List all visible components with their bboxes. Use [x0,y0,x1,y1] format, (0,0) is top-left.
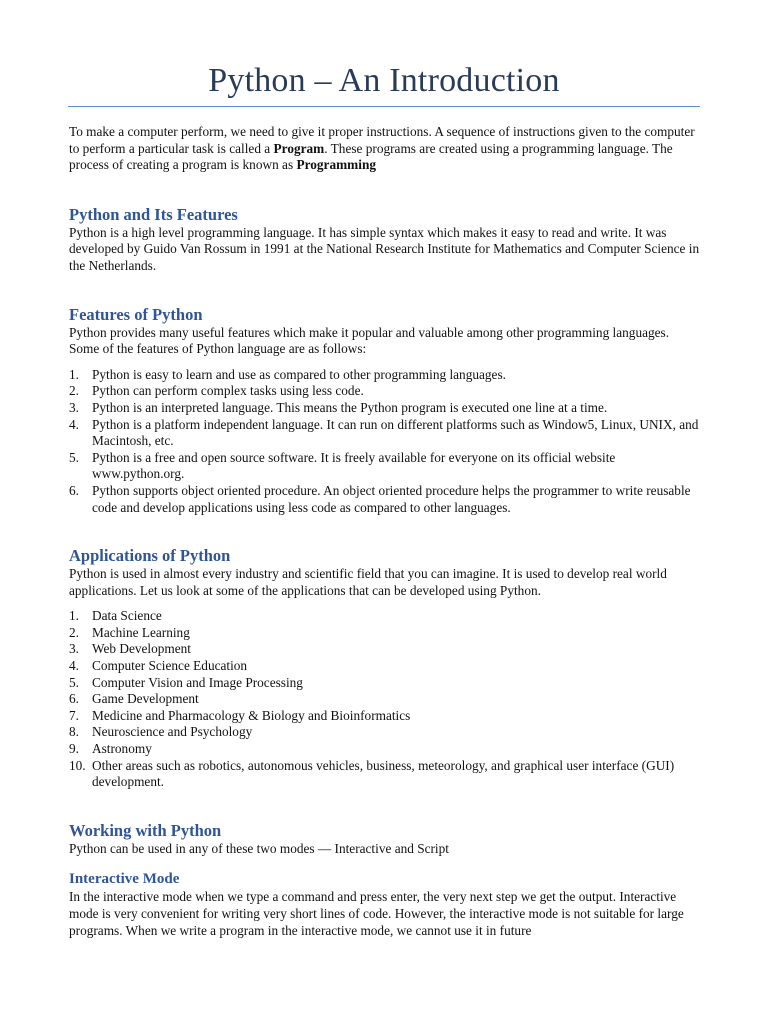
list-item-number: 9. [69,741,79,757]
features-paragraph: Python provides many useful features which make it popular and valuable among other programming languages. Some of the features of Python language are as follows: [69,324,670,357]
list-item-number: 8. [69,724,79,740]
heading-applications: Applications of Python [69,546,231,566]
list-item-number: 3. [69,399,79,415]
list-item [69,417,701,450]
list-item-number: 3. [69,641,79,657]
list-item-number: 2. [69,624,79,640]
applications-list [69,608,701,791]
list-item-text: Python is a platform independent language. It can run on different platforms such as Window5, Linux, UNIX, and Macintosh, etc. [92,416,699,449]
list-item [69,741,701,758]
list-item [69,383,701,400]
intro-bold-programming: Programming [296,157,376,173]
list-item [69,367,701,384]
heading-working-with-python: Working with Python [69,820,222,840]
list-item-number: 2. [69,383,79,399]
list-item-text: Other areas such as robotics, autonomous vehicles, business, meteorology, and graphical user interface (GUI) development. [92,757,675,790]
document-body [69,124,701,939]
list-item-text: Astronomy [92,741,152,757]
list-item-number: 6. [69,482,79,498]
intro-text-2: . These programs are created using a programming language. The process of creating a program is known as [69,140,673,173]
list-item-number: 5. [69,674,79,690]
list-item-text: Computer Vision and Image Processing [92,674,303,690]
features-intro-paragraph: Python is a high level programming language. It has simple syntax which makes it easy to read and write. It was developed by Guido Van Rossum in 1991 at the National Research Institute for Mathematics and Computer Science in the Netherlands. [69,224,700,273]
list-item [69,658,701,675]
list-item-number: 10. [69,757,86,773]
heading-interactive-mode: Interactive Mode [69,871,180,888]
list-item-number: 6. [69,691,79,707]
list-item-text: Machine Learning [92,624,190,640]
list-item-text: Web Development [92,641,191,657]
intro-bold-program: Program [273,140,325,156]
list-item-number: 5. [69,449,79,465]
page-title: Python – An Introduction [208,62,560,99]
list-item-text: Python is easy to learn and use as compared to other programming languages. [92,366,506,382]
heading-python-and-features: Python and Its Features [69,204,238,224]
list-item-text: Medicine and Pharmacology & Biology and Bioinformatics [92,707,411,723]
intro-paragraph [69,124,701,174]
list-item-text: Python supports object oriented procedure. An object oriented procedure helps the programmer to write reusable code and develop applications using less code as compared to other languages. [92,482,691,515]
list-item [69,691,701,708]
list-item [69,400,701,417]
list-item-text: Python is a free and open source software. It is freely available for everyone on its official website www.python.org. [92,449,616,482]
interactive-paragraph: In the interactive mode when we type a command and press enter, the very next step we get the output. Interactive mode is very convenient for writing very short lines of code. However, the interactive mode is not suitable for large programs. When we write a program in the interactive mode, we cannot use it in future [69,889,684,938]
list-item-number: 1. [69,608,79,624]
applications-paragraph: Python is used in almost every industry and scientific field that you can imagine. It is used to develop real world applications. Let us look at some of the applications that can be developed using Python. [69,566,667,598]
title-underline [68,106,700,107]
list-item [69,450,701,483]
list-item-text: Data Science [92,608,162,624]
list-item [69,641,701,658]
list-item [69,483,701,516]
list-item [69,758,701,791]
list-item-text: Neuroscience and Psychology [92,724,253,740]
list-item-text: Python is an interpreted language. This means the Python program is executed one line at a time. [92,399,608,415]
list-item [69,608,701,625]
list-item-number: 1. [69,366,79,382]
list-item [69,724,701,741]
list-item-number: 4. [69,416,79,432]
list-item-text: Computer Science Education [92,658,248,674]
heading-features-of-python: Features of Python [69,304,203,324]
list-item-number: 4. [69,658,79,674]
list-item-number: 7. [69,707,79,723]
list-item [69,675,701,692]
list-item [69,625,701,642]
list-item-text: Python can perform complex tasks using less code. [92,383,364,399]
list-item [69,708,701,725]
list-item-text: Game Development [92,691,199,707]
intro-text-1: To make a computer perform, we need to give it proper instructions. A sequence of instructions given to the computer to perform a particular task is called a [69,124,695,156]
working-paragraph: Python can be used in any of these two modes — Interactive and Script [69,840,449,856]
features-list [69,367,701,516]
